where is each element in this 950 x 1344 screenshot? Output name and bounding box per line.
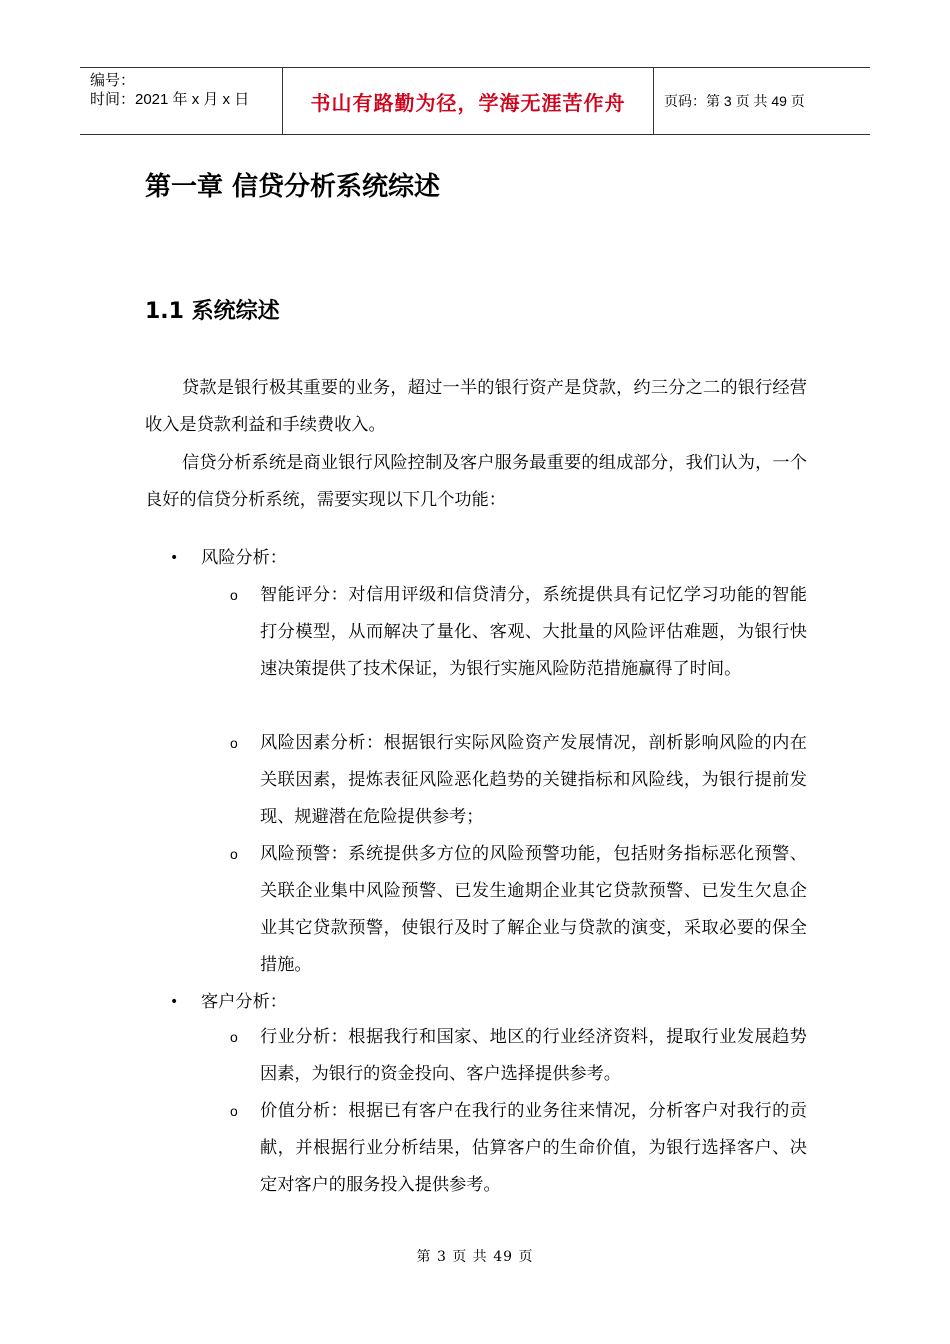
sub-bullet-icon: o (230, 735, 238, 751)
sub-item-text: 风险因素分析：根据银行实际风险资产发展情况，剖析影响风险的内在关联因素，提炼表征风险恶化趋势的关键指标和风险线，为银行提前发现、规避潜在危险提供参考； (260, 733, 807, 827)
bullet-icon: • (170, 994, 179, 1010)
bullet-icon: • (170, 550, 179, 566)
page-header (80, 67, 870, 135)
section-title: 1.1 系统综述 (145, 299, 280, 324)
sub-item-text: 行业分析：根据我行和国家、地区的行业经济资料，提取行业发展趋势因素，为银行的资金投向、客户选择提供参考。 (260, 1027, 807, 1084)
bullet-label: 风险分析： (201, 548, 287, 568)
sub-bullet-icon: o (230, 587, 238, 603)
header-time-label: 时间：2021 年 x 月 x 日 (90, 91, 250, 108)
sub-bullet-icon: o (230, 1029, 238, 1045)
header-number-label: 编号： (90, 72, 136, 89)
header-meta (80, 68, 282, 134)
paragraph: 贷款是银行极其重要的业务，超过一半的银行资产是贷款，约三分之二的银行经营收入是贷款利益和手续费收入。 (145, 378, 807, 435)
chapter-title: 第一章 信贷分析系统综述 (145, 172, 441, 202)
sub-item-text: 风险预警：系统提供多方位的风险预警功能，包括财务指标恶化预警、关联企业集中风险预警、已发生逾期企业其它贷款预警、已发生欠息企业其它贷款预警，使银行及时了解企业与贷款的演变，采取必要的保全措施。 (260, 844, 807, 975)
sub-bullet-icon: o (230, 1103, 238, 1119)
sub-item-text: 价值分析：根据已有客户在我行的业务往来情况，分析客户对我行的贡献，并根据行业分析结果，估算客户的生命价值，为银行选择客户、决定对客户的服务投入提供参考。 (260, 1101, 807, 1195)
sub-item-text: 智能评分：对信用评级和信贷清分，系统提供具有记忆学习功能的智能打分模型，从而解决了量化、客观、大批量的风险评估难题，为银行快速决策提供了技术保证，为银行实施风险防范措施赢得了时间。 (260, 585, 807, 679)
header-page-info: 页码：第 3 页 共 49 页 (664, 93, 805, 109)
header-motto: 书山有路勤为径，学海无涯苦作舟 (282, 68, 654, 134)
bullet-label: 客户分析： (201, 992, 287, 1012)
paragraph: 信贷分析系统是商业银行风险控制及客户服务最重要的组成部分，我们认为，一个良好的信贷分析系统，需要实现以下几个功能： (145, 453, 807, 510)
sub-bullet-icon: o (230, 846, 238, 862)
page-footer: 第 3 页 共 49 页 (416, 1249, 534, 1265)
